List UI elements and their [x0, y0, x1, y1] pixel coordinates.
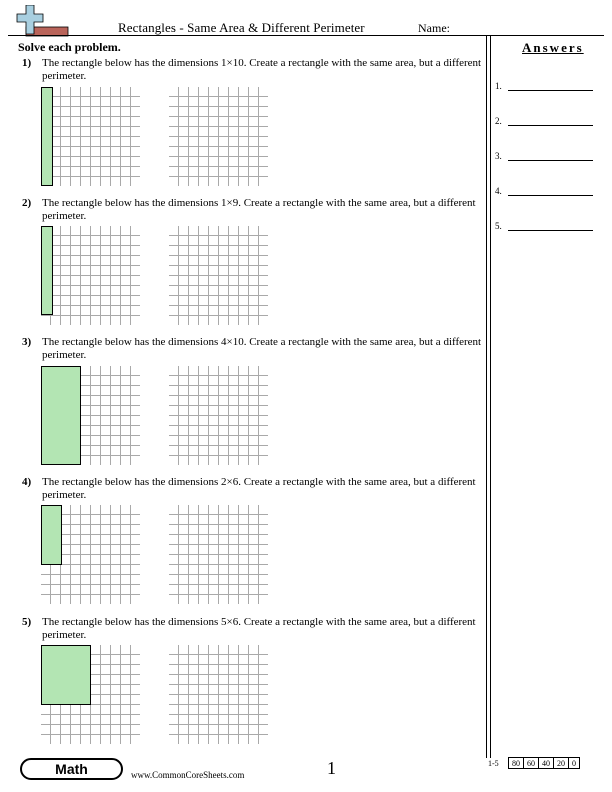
- subject-badge: Math: [20, 758, 123, 780]
- problem-text: The rectangle below has the dimensions 1×9. Create a rectangle with the same area, but a different perimeter.: [42, 197, 476, 222]
- given-rectangle: [41, 645, 91, 705]
- problem-text: The rectangle below has the dimensions 5×6. Create a rectangle with the same area, but a different perimeter.: [42, 616, 476, 641]
- answer-grid[interactable]: [169, 87, 268, 186]
- answer-label: 1.: [495, 81, 502, 91]
- website-link[interactable]: www.CommonCoreSheets.com: [131, 770, 245, 780]
- score-label: 1-5: [488, 759, 499, 768]
- answer-grid[interactable]: [169, 226, 268, 325]
- problem-number: 5): [22, 616, 32, 628]
- score-cell: 20: [554, 758, 569, 769]
- given-grid: [41, 87, 140, 186]
- score-table: [508, 757, 580, 769]
- given-rectangle: [41, 366, 81, 465]
- score-cell: 60: [524, 758, 539, 769]
- given-rectangle: [41, 87, 53, 186]
- answer-line[interactable]: [508, 230, 593, 231]
- answer-line[interactable]: [508, 195, 593, 196]
- answer-column-divider: [490, 35, 491, 758]
- logo-icon: [16, 5, 70, 37]
- problem-text: The rectangle below has the dimensions 4×10. Create a rectangle with the same area, but a different perimeter.: [42, 336, 482, 361]
- answer-column-divider: [486, 35, 487, 758]
- answer-line[interactable]: [508, 160, 593, 161]
- page-title: Rectangles - Same Area & Different Perimeter: [118, 20, 365, 35]
- problem-number: 2): [22, 197, 32, 209]
- score-cell: 80: [509, 758, 524, 769]
- problem-text: The rectangle below has the dimensions 2×6. Create a rectangle with the same area, but a different perimeter.: [42, 476, 476, 501]
- score-cell: 0: [569, 758, 580, 769]
- score-cell: 40: [539, 758, 554, 769]
- answer-line[interactable]: [508, 90, 593, 91]
- problem-number: 1): [22, 57, 32, 69]
- problem-number: 4): [22, 476, 32, 488]
- answer-label: 4.: [495, 186, 502, 196]
- answers-title: Answers: [522, 40, 584, 55]
- given-rectangle: [41, 226, 53, 315]
- answer-label: 3.: [495, 151, 502, 161]
- answer-label: 5.: [495, 221, 502, 231]
- page-number: 1: [327, 758, 336, 778]
- answer-grid[interactable]: [169, 505, 268, 604]
- answer-grid[interactable]: [169, 645, 268, 744]
- answer-line[interactable]: [508, 125, 593, 126]
- answer-grid[interactable]: [169, 366, 268, 465]
- name-label: Name:: [418, 21, 450, 35]
- given-rectangle: [41, 505, 62, 565]
- instructions: Solve each problem.: [18, 40, 121, 54]
- given-grid: [41, 226, 140, 325]
- problem-text: The rectangle below has the dimensions 1×10. Create a rectangle with the same area, but a different perimeter.: [42, 57, 482, 82]
- problem-number: 3): [22, 336, 32, 348]
- header-divider: [8, 35, 604, 36]
- answer-label: 2.: [495, 116, 502, 126]
